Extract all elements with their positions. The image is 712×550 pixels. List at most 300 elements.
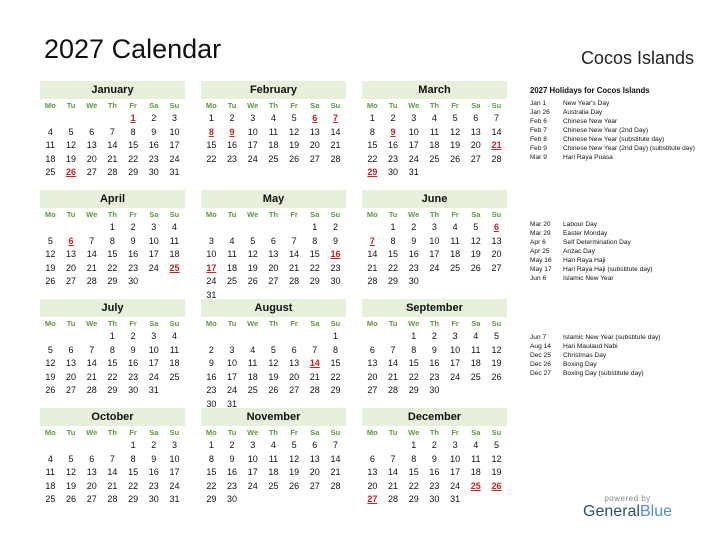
empty-cell <box>102 439 123 453</box>
empty-cell <box>383 439 404 453</box>
day-cell: 29 <box>309 276 320 286</box>
empty-cell <box>81 112 102 126</box>
day-cell: 17 <box>429 249 440 259</box>
holiday-name: Hari Maulaud Nabi <box>563 343 618 350</box>
day-cell: 28 <box>330 480 341 491</box>
weekday-label: Su <box>330 428 341 437</box>
holiday-date: May 16 <box>530 257 552 264</box>
day-cell: 8 <box>208 453 214 464</box>
holiday-date: Jan 26 <box>530 109 550 116</box>
holiday-name: Chinese New Year (substitute day) <box>563 136 665 143</box>
empty-cell <box>222 330 243 344</box>
day-cell: 7 <box>493 113 499 123</box>
day-cell: 28 <box>86 276 97 286</box>
holiday-entry <box>530 153 705 162</box>
weekday-label: Th <box>107 101 117 110</box>
weekday-label: Tu <box>388 319 398 328</box>
empty-cell <box>383 330 404 344</box>
holiday-list-1 <box>530 86 705 162</box>
weekday-label: Fr <box>290 319 298 328</box>
day-cell: 25 <box>268 153 279 164</box>
holiday-date: Mar 9 <box>530 154 547 161</box>
day-cell: 11 <box>268 453 279 464</box>
day-cell: 1 <box>411 331 417 341</box>
day-cell: 28 <box>367 276 378 286</box>
day-cell: 20 <box>86 480 97 491</box>
empty-cell <box>81 330 102 344</box>
day-cell: 24 <box>227 385 238 395</box>
day-cell: 14 <box>289 249 300 259</box>
weekday-label: We <box>86 428 98 437</box>
day-cell: 4 <box>229 235 235 246</box>
empty-cell <box>201 330 222 344</box>
month-april <box>40 190 185 289</box>
day-cell: 19 <box>45 262 56 273</box>
day-cell: 9 <box>431 453 437 464</box>
day-cell: 28 <box>309 385 320 395</box>
weekday-label: Su <box>491 428 502 437</box>
holiday-date: Feb 9 <box>530 145 547 152</box>
day-cell: 8 <box>332 344 338 355</box>
holiday-date: Jan 1 <box>530 100 547 107</box>
day-cell: 7 <box>332 440 338 450</box>
weekday-label: Sa <box>310 319 320 328</box>
day-cell: 20 <box>367 371 378 382</box>
weekday-label: Sa <box>149 428 159 437</box>
day-cell: 29 <box>128 494 139 504</box>
day-cell: 11 <box>227 249 237 259</box>
day-cell: 12 <box>470 235 481 246</box>
day-grid <box>362 208 507 289</box>
day-grid <box>201 317 346 411</box>
day-cell: 3 <box>431 222 437 232</box>
empty-cell <box>263 330 284 344</box>
weekday-label: Sa <box>310 210 320 219</box>
month-header: July <box>40 299 185 317</box>
month-header: June <box>362 190 507 208</box>
day-cell: 7 <box>390 453 396 464</box>
empty-cell <box>61 112 82 126</box>
day-cell: 21 <box>388 371 399 382</box>
day-cell: 30 <box>330 276 341 286</box>
day-cell: 9 <box>208 358 214 368</box>
day-cell: 17 <box>247 140 258 150</box>
holiday-day: 25 <box>169 262 180 273</box>
day-cell: 10 <box>148 344 159 355</box>
day-cell: 17 <box>450 467 461 477</box>
day-cell: 24 <box>148 262 159 273</box>
weekday-label: Mo <box>366 319 378 328</box>
holiday-entry <box>530 229 705 238</box>
day-cell: 17 <box>450 358 461 368</box>
day-cell: 30 <box>227 494 238 504</box>
day-cell: 17 <box>148 358 159 368</box>
day-cell: 19 <box>450 140 461 150</box>
day-cell: 11 <box>45 467 56 477</box>
day-cell: 8 <box>411 344 417 355</box>
day-cell: 15 <box>388 249 399 259</box>
day-cell: 26 <box>491 371 502 382</box>
day-cell: 31 <box>169 494 180 504</box>
day-cell: 9 <box>411 235 417 246</box>
day-cell: 17 <box>227 371 238 382</box>
day-cell: 8 <box>130 126 136 137</box>
day-cell: 24 <box>247 480 258 491</box>
day-cell: 28 <box>107 167 118 177</box>
day-cell: 14 <box>388 358 399 368</box>
weekday-label: We <box>408 210 420 219</box>
holiday-name: Chinese New Year (2nd Day) (substitute day) <box>563 145 695 152</box>
day-cell: 7 <box>291 235 297 246</box>
day-cell: 16 <box>227 467 238 477</box>
day-cell: 8 <box>109 235 115 246</box>
month-october <box>40 408 185 507</box>
weekday-label: Th <box>268 101 278 110</box>
day-cell: 9 <box>332 235 338 246</box>
day-cell: 20 <box>470 140 481 150</box>
day-cell: 15 <box>128 467 139 477</box>
month-july <box>40 299 185 398</box>
weekday-label: Tu <box>388 210 398 219</box>
day-cell: 6 <box>312 440 318 450</box>
day-cell: 13 <box>66 249 77 259</box>
month-header: August <box>201 299 346 317</box>
month-march <box>362 81 507 180</box>
day-cell: 4 <box>270 440 276 450</box>
empty-cell <box>61 439 82 453</box>
day-cell: 31 <box>227 398 238 409</box>
month-header: December <box>362 408 507 426</box>
brand-logo <box>583 494 672 521</box>
day-cell: 9 <box>151 126 157 137</box>
day-cell: 11 <box>471 453 481 464</box>
day-cell: 8 <box>312 235 318 246</box>
day-grid <box>201 208 346 302</box>
month-header: September <box>362 299 507 317</box>
weekday-label: Mo <box>44 101 56 110</box>
weekday-label: Fr <box>451 210 459 219</box>
weekday-label: Th <box>429 319 439 328</box>
weekday-label: We <box>247 428 259 437</box>
day-cell: 29 <box>330 385 341 395</box>
day-cell: 25 <box>45 167 56 177</box>
day-grid <box>201 426 346 507</box>
day-cell: 19 <box>289 467 300 477</box>
day-cell: 12 <box>289 126 300 137</box>
day-cell: 5 <box>452 113 458 123</box>
day-cell: 17 <box>169 140 180 150</box>
day-cell: 29 <box>128 167 139 177</box>
day-cell: 25 <box>169 371 180 382</box>
holiday-entry <box>530 369 705 378</box>
holiday-name: Australia Day <box>563 109 603 116</box>
day-cell: 22 <box>309 262 320 273</box>
day-cell: 16 <box>227 140 238 150</box>
day-cell: 16 <box>429 358 440 368</box>
weekday-label: Tu <box>66 210 76 219</box>
powered-by-text: powered by <box>604 494 651 503</box>
day-cell: 2 <box>411 222 417 232</box>
weekday-label: Sa <box>149 101 159 110</box>
day-cell: 24 <box>450 371 461 382</box>
holiday-entry <box>530 256 705 265</box>
day-cell: 25 <box>45 494 56 504</box>
day-cell: 27 <box>309 480 320 491</box>
day-cell: 26 <box>247 276 258 286</box>
day-cell: 27 <box>86 494 97 504</box>
holiday-entry <box>530 144 705 153</box>
day-cell: 9 <box>151 453 157 464</box>
day-cell: 18 <box>247 371 258 382</box>
day-cell: 8 <box>369 126 375 137</box>
day-cell: 2 <box>431 440 437 450</box>
month-january <box>40 81 185 180</box>
day-cell: 2 <box>431 331 437 341</box>
weekday-label: Su <box>491 101 502 110</box>
day-cell: 27 <box>491 262 502 273</box>
day-cell: 19 <box>247 262 258 273</box>
weekday-label: Su <box>330 101 341 110</box>
weekday-label: Tu <box>227 428 237 437</box>
day-cell: 2 <box>130 222 136 232</box>
day-cell: 2 <box>229 440 235 450</box>
day-cell: 28 <box>388 494 399 504</box>
weekday-label: Mo <box>205 101 217 110</box>
day-cell: 6 <box>291 344 297 355</box>
day-cell: 28 <box>388 385 399 395</box>
day-cell: 4 <box>250 344 256 355</box>
day-cell: 16 <box>408 249 419 259</box>
day-cell: 27 <box>66 385 77 395</box>
empty-cell <box>362 439 383 453</box>
holiday-date: May 17 <box>530 266 552 273</box>
day-cell: 6 <box>68 344 74 355</box>
day-cell: 27 <box>66 276 77 286</box>
day-cell: 12 <box>450 126 461 137</box>
holiday-day: 21 <box>491 140 502 150</box>
month-header: February <box>201 81 346 99</box>
day-cell: 13 <box>268 249 279 259</box>
month-may <box>201 190 346 302</box>
day-cell: 18 <box>227 262 238 273</box>
day-cell: 12 <box>268 358 279 368</box>
day-cell: 31 <box>148 385 159 395</box>
holiday-date: Jun 6 <box>530 275 547 282</box>
day-cell: 15 <box>367 140 378 150</box>
day-cell: 30 <box>148 167 159 177</box>
day-cell: 19 <box>289 140 300 150</box>
day-cell: 15 <box>309 249 320 259</box>
day-cell: 9 <box>229 453 235 464</box>
empty-cell <box>362 221 383 235</box>
day-cell: 21 <box>86 371 97 382</box>
day-cell: 11 <box>268 126 279 137</box>
day-cell: 21 <box>367 262 378 273</box>
holiday-day: 6 <box>493 222 499 232</box>
holiday-date: Dec 25 <box>530 352 551 359</box>
weekday-label: Th <box>107 319 117 328</box>
holiday-date: Feb 6 <box>530 118 547 125</box>
day-cell: 10 <box>450 453 461 464</box>
day-cell: 23 <box>227 480 238 491</box>
weekday-label: We <box>247 210 259 219</box>
day-cell: 19 <box>268 371 279 382</box>
day-cell: 7 <box>390 344 396 355</box>
holiday-name: Easter Monday <box>563 230 608 237</box>
weekday-label: We <box>408 101 420 110</box>
day-cell: 5 <box>493 331 499 341</box>
day-cell: 19 <box>45 371 56 382</box>
holiday-day: 7 <box>332 113 338 123</box>
holiday-entry <box>530 360 705 369</box>
day-cell: 27 <box>470 153 481 164</box>
holiday-name: Hari Raya Haji (substitute day) <box>563 266 653 273</box>
day-cell: 20 <box>289 371 300 382</box>
holiday-day: 7 <box>369 235 375 246</box>
day-cell: 24 <box>408 153 419 164</box>
day-cell: 28 <box>330 153 341 164</box>
day-cell: 19 <box>66 153 77 164</box>
day-cell: 13 <box>309 453 320 464</box>
day-cell: 1 <box>109 222 115 232</box>
day-cell: 6 <box>89 126 95 137</box>
holiday-entry <box>530 117 705 126</box>
month-header: January <box>40 81 185 99</box>
day-cell: 15 <box>206 467 217 477</box>
weekday-label: Tu <box>66 319 76 328</box>
day-cell: 24 <box>169 153 180 164</box>
day-cell: 10 <box>148 235 159 246</box>
month-september <box>362 299 507 398</box>
day-cell: 15 <box>107 358 118 368</box>
day-cell: 30 <box>206 398 217 409</box>
day-cell: 29 <box>388 276 399 286</box>
day-cell: 13 <box>86 140 97 150</box>
day-cell: 13 <box>367 467 378 477</box>
day-cell: 3 <box>411 113 417 123</box>
day-cell: 18 <box>429 140 440 150</box>
day-cell: 10 <box>408 126 419 137</box>
day-cell: 1 <box>332 331 338 341</box>
day-cell: 10 <box>429 235 440 246</box>
day-cell: 26 <box>470 262 481 273</box>
holiday-date: Mar 20 <box>530 221 551 228</box>
empty-cell <box>242 330 263 344</box>
holiday-date: Apr 25 <box>530 248 550 255</box>
day-cell: 21 <box>107 153 118 164</box>
day-cell: 19 <box>491 358 502 368</box>
weekday-label: Su <box>169 210 180 219</box>
day-cell: 17 <box>408 140 419 150</box>
holiday-date: Dec 26 <box>530 361 551 368</box>
day-cell: 1 <box>411 440 417 450</box>
empty-cell <box>40 439 61 453</box>
day-cell: 14 <box>107 467 118 477</box>
month-november <box>201 408 346 507</box>
day-cell: 5 <box>270 344 276 355</box>
day-cell: 1 <box>369 113 375 123</box>
day-cell: 12 <box>45 358 56 368</box>
empty-cell <box>362 330 383 344</box>
weekday-label: Th <box>429 428 439 437</box>
day-cell: 14 <box>330 453 341 464</box>
day-cell: 13 <box>309 126 320 137</box>
day-cell: 23 <box>429 371 440 382</box>
day-cell: 27 <box>367 385 378 395</box>
weekday-label: Su <box>491 210 502 219</box>
month-header: May <box>201 190 346 208</box>
weekday-label: Tu <box>66 101 76 110</box>
day-cell: 24 <box>206 276 217 286</box>
holiday-entry <box>530 99 705 108</box>
day-cell: 4 <box>473 440 479 450</box>
day-cell: 24 <box>169 480 180 491</box>
month-december <box>362 408 507 507</box>
brand-name <box>583 503 672 521</box>
day-cell: 29 <box>206 494 217 504</box>
weekday-label: Fr <box>290 428 298 437</box>
holiday-entry <box>530 274 705 283</box>
day-cell: 24 <box>148 371 159 382</box>
day-cell: 2 <box>208 344 214 355</box>
weekday-label: Fr <box>290 210 298 219</box>
day-cell: 7 <box>109 453 115 464</box>
empty-cell <box>201 221 222 235</box>
holiday-entry <box>530 342 705 351</box>
day-cell: 1 <box>208 113 214 123</box>
day-cell: 1 <box>130 440 136 450</box>
holiday-name: Islamic New Year (substitute day) <box>563 334 661 341</box>
day-cell: 18 <box>268 140 279 150</box>
day-cell: 6 <box>270 235 276 246</box>
weekday-label: Th <box>429 210 439 219</box>
day-cell: 20 <box>66 371 77 382</box>
day-cell: 19 <box>491 467 502 477</box>
day-cell: 30 <box>148 494 159 504</box>
day-cell: 5 <box>473 222 479 232</box>
day-cell: 13 <box>289 358 300 368</box>
day-cell: 5 <box>250 235 256 246</box>
day-cell: 22 <box>367 153 378 164</box>
holiday-name: Boxing Day <box>563 361 597 368</box>
weekday-label: We <box>86 210 98 219</box>
holiday-day: 26 <box>66 167 77 177</box>
day-cell: 30 <box>388 167 399 177</box>
day-cell: 12 <box>491 344 502 355</box>
empty-cell <box>102 112 123 126</box>
day-cell: 21 <box>388 480 399 491</box>
holiday-name: Hari Raya Haji <box>563 257 606 264</box>
holiday-date: Apr 6 <box>530 239 546 246</box>
day-cell: 21 <box>86 262 97 273</box>
holiday-entry <box>530 238 705 247</box>
weekday-label: Mo <box>366 101 378 110</box>
day-cell: 21 <box>289 262 300 273</box>
holiday-name: Hari Raya Puasa <box>563 154 613 161</box>
holiday-date: Aug 14 <box>530 343 551 350</box>
holiday-day: 25 <box>470 480 481 491</box>
day-cell: 31 <box>169 167 180 177</box>
day-grid <box>40 317 185 398</box>
day-cell: 14 <box>107 140 118 150</box>
day-cell: 5 <box>47 235 53 246</box>
day-cell: 4 <box>270 113 276 123</box>
holiday-date: Jun 7 <box>530 334 547 341</box>
day-cell: 30 <box>128 276 139 286</box>
day-cell: 10 <box>206 249 217 259</box>
day-cell: 23 <box>388 153 399 164</box>
day-cell: 18 <box>45 480 56 491</box>
